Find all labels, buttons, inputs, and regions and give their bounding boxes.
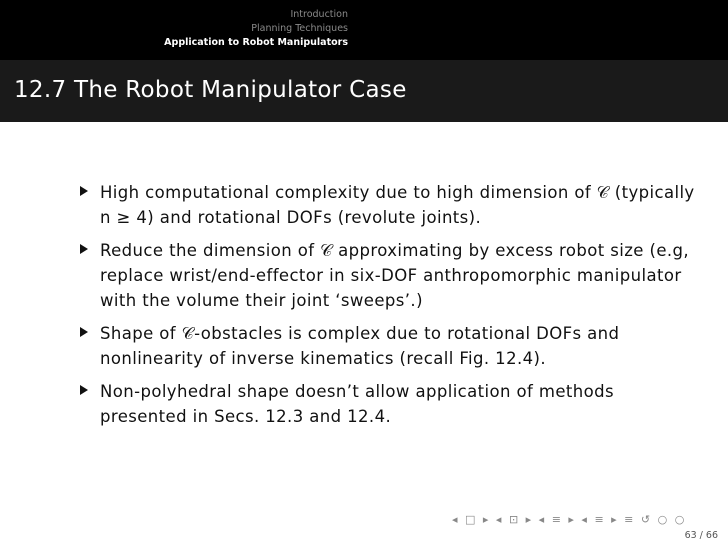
page-number: 63 / 66 <box>684 530 718 541</box>
bullet-triangle-icon <box>80 186 88 196</box>
slide-content <box>76 180 696 437</box>
bullet-item <box>76 321 696 371</box>
bullet-item <box>76 238 696 313</box>
bullet-text: Shape of 𝒞-obstacles is complex due to rotational DOFs and nonlinearity of inverse kinematics (recall Fig. 12.4). <box>100 324 620 368</box>
beamer-navigation-controls[interactable]: ◂ □ ▸ ◂ ⊡ ▸ ◂ ≡ ▸ ◂ ≡ ▸ ≡ ↺ ○ ○ <box>452 513 687 526</box>
bullet-triangle-icon <box>80 385 88 395</box>
bullet-triangle-icon <box>80 327 88 337</box>
bullet-item <box>76 379 696 429</box>
bullet-text: Non-polyhedral shape doesn’t allow application of methods presented in Secs. 12.3 and 12.4. <box>100 382 614 426</box>
title-bar <box>0 60 728 122</box>
header-blank-area <box>362 0 728 60</box>
bullet-text: High computational complexity due to high dimension of 𝒞 (typically n ≥ 4) and rotational DOFs (revolute joints). <box>100 183 695 227</box>
nav-item-application-robot-manipulators[interactable]: Application to Robot Manipulators <box>164 37 348 48</box>
nav-item-introduction[interactable]: Introduction <box>290 9 348 20</box>
bullet-text: Reduce the dimension of 𝒞 approximating by excess robot size (e.g, replace wrist/end-effector in six-DOF anthropomorphic manipulator with the volume their joint ‘sweeps’.) <box>100 241 690 310</box>
bullet-item <box>76 180 696 230</box>
section-navigation <box>0 0 362 60</box>
slide-header <box>0 0 728 60</box>
bullet-triangle-icon <box>80 244 88 254</box>
nav-item-planning-techniques[interactable]: Planning Techniques <box>251 23 348 34</box>
slide-title: 12.7 The Robot Manipulator Case <box>14 77 407 103</box>
